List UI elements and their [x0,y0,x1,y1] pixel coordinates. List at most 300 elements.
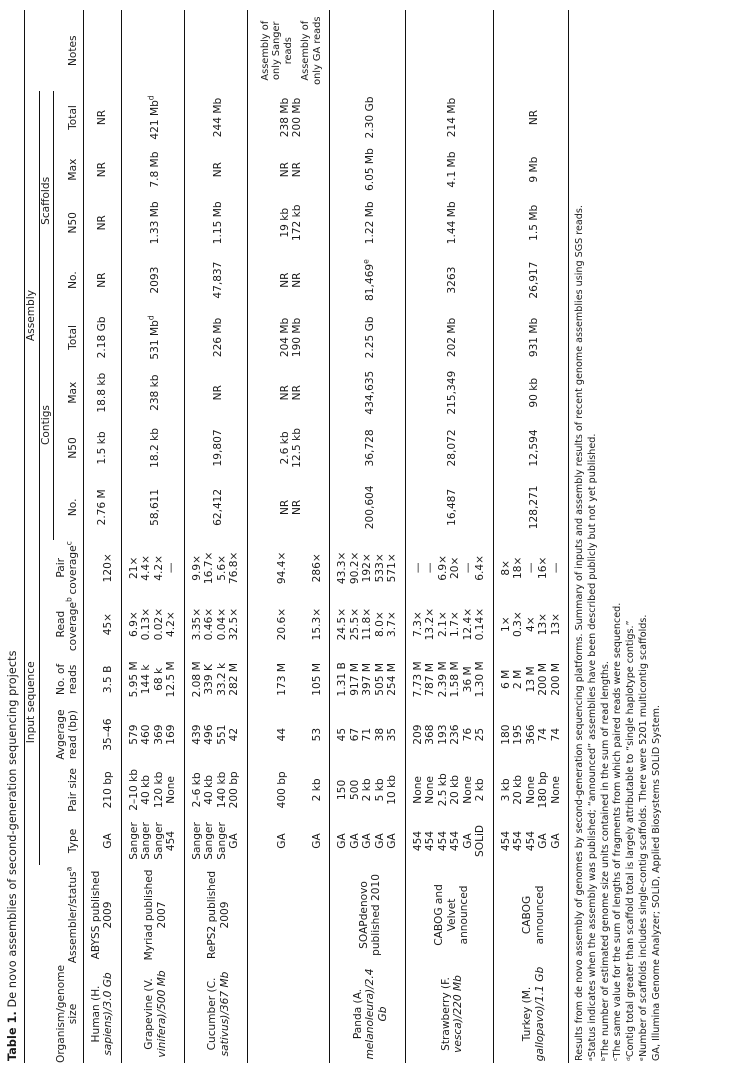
table-row [405,10,424,1063]
cell-pair-coverage: 94.4× [276,551,289,585]
cell-avg-read: 169 [165,724,177,745]
cell-no-reads: 1.31 B [336,662,349,697]
cell-read-coverage: 13× [549,612,562,636]
cell-organism-line: Human (H. [89,985,102,1043]
cell-pair-size: 180 bp [537,771,550,809]
cell-avg-read: 45 [336,727,349,742]
cell-pair-size: 2–6 kb [190,772,203,808]
table-body [83,10,569,1063]
cell-contig-total: 2.25 Gb [364,316,377,359]
cell-avg-read: 366 [524,724,537,745]
cell-read-coverage: 45× [102,612,114,636]
cell-assembler [330,865,405,965]
cell-notes [493,10,569,91]
cell-read-coverage: 4× [524,616,537,632]
cell-assembler [247,865,329,965]
cell-pair-coverage: — [549,562,562,574]
col-organism: Organism/genome size [54,964,79,1063]
cell-pair-size: 2–10 kb [127,769,140,811]
cell-organism-line: vesca)/220 Mb [452,975,465,1053]
cell-contig-no-line: NR [291,499,304,516]
cell-scaffold-no [247,250,329,310]
header-spacer-assembler [25,865,40,965]
cell-type: GA [276,833,289,849]
cell-no-reads: 2 M [512,669,525,689]
cell-avg-read: 74 [537,727,550,742]
cell-no-reads: 144 k [140,664,152,695]
cell-read-coverage: 0.46× [203,607,215,641]
cell-type: GA [373,833,386,849]
col-avg-read: Avgerage read (bp) [54,709,79,760]
cell-pair-coverage: 9.9× [190,554,203,581]
col-scaffold-total: Total [67,105,79,130]
cell-organism-line: Strawberry (F. [439,977,452,1051]
cell-pair-coverage: 120× [102,553,114,583]
cell-contig-no: 128,271 [527,485,540,530]
footnote-e: ᵉNumber of scaffolds includes single-contig scaffolds. There were 5201 multicontig scaffolds. [637,614,649,1061]
col-notes: Notes [67,35,79,67]
cell-scaffold-total-line: 238 Mb [278,97,291,138]
cell-type: Sanger [203,822,215,860]
table-footnotes [574,10,663,1063]
cell-scaffold-total: 421 Mb$^d$ [146,95,162,140]
cell-no-reads: 917 M [348,663,361,696]
cell-contig-total: 931 Mb [527,317,540,358]
cell-scaffold-no-line: NR [291,272,304,288]
cell-contig-max: 434,635 [364,370,377,415]
cell-pair-coverage: 192× [361,553,374,583]
cell-read-coverage: 6.9× [127,611,140,637]
cell-scaffold-total-sup: d [146,95,156,101]
cell-avg-read: 44 [276,727,289,742]
cell-pair-coverage: 286× [310,553,323,583]
cell-avg-read: 368 [424,724,437,745]
cell-pair-size: 10 kb [386,775,399,805]
cell-type: GA [336,833,349,849]
cell-pair-coverage: 8× [499,560,512,576]
cell-pair-size: 140 kb [215,771,228,809]
cell-avg-read: 74 [549,727,562,742]
cell-pair-coverage: — [424,562,437,574]
cell-read-coverage: 0.04× [215,607,228,641]
col-no-reads: No. of reads [54,663,79,695]
cell-read-coverage: 25.5× [348,607,361,641]
cell-contig-max: 90 kb [527,377,540,408]
cell-contig-total-sup: d [146,315,156,321]
cell-scaffold-no: NR [95,272,108,288]
cell-organism-line: melanoleura)/2.4 Gb [364,968,389,1060]
cell-scaffold-max: 6.05 Mb [364,148,377,192]
cell-no-reads: 2.39 M [436,661,449,698]
cell-read-coverage: 13.2× [424,607,437,641]
col-contig-no: No. [67,498,79,517]
cell-pair-coverage: 16× [537,556,550,579]
footnote-c: ᶜThe same value for the sum of lengths of fragments from which paired reads were sequenced. [612,602,624,1061]
cell-type: 454 [424,830,437,852]
cell-pair-size: None [524,776,537,804]
cell-notes [330,10,405,91]
col-assembler-label: Assembler/status [67,871,79,964]
col-assembler [54,865,84,965]
cell-pair-size: 20 kb [449,775,462,805]
cell-no-reads: 68 k [152,667,165,691]
cell-contig-no: 16,487 [445,488,458,526]
cell-no-reads: 33.2 k [215,662,228,696]
cell-organism [330,965,405,1063]
cell-scaffold-total [247,91,329,143]
cell-scaffold-total: 2.30 Gb [364,96,377,139]
cell-scaffold-n50 [247,196,329,250]
cell-organism [493,965,569,1063]
cell-type: 454 [524,830,537,852]
header-spacer-organism-2 [39,965,54,1063]
cell-read-coverage: 3.7× [386,611,399,637]
cell-assembler-line: SOAPdenovo [357,881,370,949]
cell-assembler-line: Myriad published [143,869,155,961]
cell-scaffold-max-line: NR [278,161,291,178]
cell-no-reads: 3.5 B [102,665,114,694]
cell-contig-total [247,310,329,364]
cell-contig-max [247,365,329,421]
cell-type: Sanger [140,822,152,860]
cell-type: 454 [436,830,449,852]
footnote-b: ᵇThe number of estimated genome size units contained in the sum of read lengths. [599,661,611,1061]
cell-organism-line: sapiens)/3.0 Gb [102,972,114,1056]
cell-assembler-line: RePS2 published [206,870,218,960]
cell-organism-line: gallopavo)/1.1 Gb [533,966,546,1062]
cell-contig-n50: 19,807 [212,429,225,467]
cell-scaffold-max: 4.1 Mb [445,151,458,188]
cell-contig-no: 200,604 [364,485,377,530]
cell-type: GA [361,833,374,849]
col-read-coverage [54,596,84,652]
cell-no-reads: 12.5 M [165,661,177,698]
cell-assembler-line: Velvet [445,898,458,932]
cell-scaffold-n50: 1.5 Mb [527,204,540,241]
cell-type: Sanger [215,822,228,860]
cell-pair-coverage: 6.9× [436,554,449,581]
cell-type: GA [549,833,562,849]
cell-type: 454 [411,830,424,852]
cell-scaffold-total: 244 Mb [212,97,225,138]
cell-notes [247,10,329,91]
cell-organism [121,965,184,1063]
cell-read-coverage: 8.0× [373,611,386,637]
cell-assembler [184,865,247,965]
cell-avg-read: 193 [436,724,449,745]
cell-pair-coverage: — [461,562,474,574]
cell-contig-total-line: 190 Mb [291,317,304,358]
cell-organism-line: Turkey (M. [521,986,534,1042]
cell-type: 454 [512,830,525,852]
cell-pair-size: 400 bp [276,771,289,809]
cell-pair-size: None [549,776,562,804]
cell-type: SOLiD [474,824,487,857]
cell-read-coverage: 2.1× [436,611,449,637]
table-caption-text: De novo assemblies of second-generation sequencing projects [6,650,19,1008]
cell-read-coverage: 12.4× [461,607,474,641]
cell-assembler-line: announced [458,885,471,945]
cell-contig-no-line: NR [278,499,291,516]
cell-pair-size: 150 [336,779,349,800]
cell-contig-no: 2.76 M [95,489,108,526]
cell-avg-read: 35–46 [102,718,114,751]
cell-organism [405,965,493,1063]
cell-no-reads: 282 M [228,663,240,696]
cell-pair-size: 2 kb [361,778,374,802]
footnote-d: ᵈContig total greater than scaffold total is largely attributable to “single haplotype contigs.” [625,620,637,1061]
cell-pair-size: None [165,776,177,804]
cell-pair-coverage: — [165,562,177,574]
cell-scaffold-no: 2093 [149,266,162,294]
cell-avg-read: 460 [140,724,152,745]
table-caption [6,10,20,1061]
cell-no-reads: 36 M [461,666,474,693]
cell-scaffold-no-line: NR [278,272,291,288]
cell-avg-read: 53 [310,727,323,742]
cell-pair-coverage: 16.7× [203,551,215,585]
cell-type: 454 [165,830,177,852]
cell-no-reads: 13 M [524,666,537,693]
cell-read-coverage: 1.7× [449,611,462,637]
cell-scaffold-n50: 1.22 Mb [364,201,377,245]
cell-scaffold-total: NR [95,109,108,126]
cell-read-coverage: 0.3× [512,611,525,637]
cell-scaffold-max: NR [95,161,108,178]
cell-read-coverage: 0.14× [474,607,487,641]
cell-scaffold-max-line: NR [291,161,304,178]
cell-assembler-line: 2009 [218,901,231,929]
cell-pair-size: None [411,776,424,804]
cell-no-reads: 105 M [310,663,323,696]
cell-no-reads: 6 M [499,669,512,689]
col-read-coverage-label: Read coverage [54,601,79,652]
header-group-scaffolds: Scaffolds [39,91,54,310]
cell-no-reads: 1.30 M [474,661,487,698]
cell-type: Sanger [190,822,203,860]
cell-pair-size: 20 kb [512,775,525,805]
cell-no-reads: 397 M [361,663,374,696]
table-row [247,10,289,1063]
cell-contig-total-line: 204 Mb [278,317,291,358]
footnote-abbreviations: GA, Illumina Genome Analyzer; SOLiD, Applied Biosystems SOLiD System. [650,705,662,1061]
cell-type: 454 [499,830,512,852]
cell-notes-entry: Assembly of only Sanger reads [259,20,294,81]
cell-pair-coverage: 4.4× [140,554,152,581]
cell-assembler-line: CABOG [521,895,534,935]
header-row-groups-1 [25,10,40,1063]
col-scaffold-no: No. [67,271,79,289]
cell-scaffold-total-line: 200 Mb [291,97,304,138]
footnote-a: ᵃStatus indicates when the assembly was published; “announced” assemblies have been described publicly but not yet published. [586,433,598,1061]
cell-type: GA [537,833,550,849]
cell-contig-n50-line: 2.6 kb [278,431,291,465]
cell-avg-read: 369 [152,724,165,745]
cell-avg-read: 236 [449,724,462,745]
cell-pair-coverage: 43.3× [336,551,349,585]
cell-pair-size: 5 kb [373,778,386,802]
cell-avg-read: 67 [348,727,361,742]
cell-organism-line: vinifera)/500 Mb [155,970,168,1058]
cell-read-coverage: 15.3× [310,607,323,641]
cell-avg-read: 35 [386,727,399,742]
cell-contig-max: 238 kb [149,374,162,411]
cell-contig-total: 226 Mb [212,317,225,358]
cell-notes [184,10,247,91]
cell-contig-no: 58,611 [149,488,162,526]
cell-avg-read: 195 [512,724,525,745]
cell-scaffold-n50: 1.15 Mb [212,201,225,245]
cell-contig-no [247,475,329,540]
cell-organism-line: Panda (A. [351,988,364,1040]
cell-pair-coverage: 533× [373,553,386,583]
cell-pair-coverage: 21× [127,556,140,579]
cell-organism-line: Grapevine (V. [143,978,155,1050]
cell-assembler-line: 2009 [102,901,114,929]
cell-pair-coverage: 4.2× [152,554,165,581]
cell-assembler-line: announced [533,885,546,945]
cell-pair-coverage: 18× [512,556,525,579]
table-caption-label: Table 1. [6,1011,19,1061]
col-pair-size: Pair size [67,768,79,812]
col-contig-n50: N50 [67,437,79,459]
cell-type: GA [348,833,361,849]
cell-pair-size: 200 bp [228,771,240,809]
assemblies-table [24,10,569,1063]
header-group-contigs: Contigs [39,310,54,539]
cell-read-coverage: 0.13× [140,607,152,641]
cell-scaffold-max [247,144,329,196]
cell-organism-line: sativus)/367 Mb [218,971,231,1057]
cell-avg-read: 38 [373,727,386,742]
header-spacer-input-2 [39,540,54,865]
cell-organism [247,965,329,1063]
cell-type: Sanger [152,822,165,860]
table-row [121,10,140,1063]
cell-pair-size: 3 kb [499,778,512,802]
header-spacer-notes [25,10,40,91]
cell-pair-coverage: — [524,562,537,574]
footnote-intro: Results from de novo assembly of genomes by second-generation sequencing platforms. Summary of inputs and assembly results of recent genome assemblies using SGS reads. [574,205,586,1061]
col-contig-max: Max [67,381,79,404]
cell-pair-coverage: 90.2× [348,551,361,585]
cell-pair-size: 120 kb [152,771,165,809]
col-pair-coverage-sup: c [64,541,74,546]
cell-notes [83,10,121,91]
cell-notes [405,10,493,91]
cell-avg-read: 496 [203,724,215,745]
cell-contig-max-line: NR [291,385,304,401]
cell-contig-n50: 1.5 kb [95,431,108,465]
col-type: Type [67,828,79,854]
header-row-groups-2 [39,10,54,1063]
header-group-input-sequence: Input sequence [25,540,40,865]
cell-contig-total: 531 Mb$^d$ [146,315,162,360]
cell-contig-n50-line: 12.5 kb [291,428,304,468]
cell-avg-read: 71 [361,727,374,742]
col-scaffold-max: Max [67,158,79,181]
cell-contig-n50 [247,421,329,475]
cell-no-reads: 339 K [203,664,215,695]
cell-scaffold-n50-line: 172 kb [291,204,304,241]
cell-notes [121,10,184,91]
cell-pair-size: 2 kb [310,778,323,802]
cell-assembler-line: CABOG and [433,884,446,946]
cell-assembler [121,865,184,965]
col-scaffold-n50: N50 [67,212,79,234]
cell-scaffold-no-sup: e [361,259,371,264]
cell-pair-coverage: 76.8× [228,551,240,585]
header-spacer-notes-2 [39,10,54,91]
table-head [25,10,84,1063]
cell-no-reads: 173 M [276,663,289,696]
cell-pair-coverage: 571× [386,553,399,583]
cell-no-reads: 7.73 M [411,661,424,698]
cell-type: 454 [449,830,462,852]
cell-contig-max: 215,349 [445,370,458,415]
cell-no-reads: 505 M [373,663,386,696]
cell-pair-size: 40 kb [203,775,215,805]
cell-avg-read: 180 [499,724,512,745]
cell-scaffold-n50: 1.33 Mb [149,201,162,245]
table-row [330,10,349,1063]
header-row-columns [54,10,84,1063]
col-pair-coverage [54,540,84,596]
col-contig-total: Total [67,325,79,350]
cell-contig-max-line: NR [278,385,291,401]
cell-no-reads: 5.95 M [127,661,140,698]
cell-no-reads: 2.08 M [190,661,203,698]
cell-type: GA [386,833,399,849]
cell-contig-n50: 12,594 [527,429,540,467]
cell-read-coverage: 11.8× [361,607,374,641]
cell-read-coverage: 32.5× [228,607,240,641]
cell-scaffold-max: 7.8 Mb [149,151,162,188]
cell-scaffold-max: NR [212,161,225,178]
cell-scaffold-no: 81,469e [361,259,377,301]
cell-type: GA [461,833,474,849]
col-read-coverage-sup: b [64,597,74,602]
cell-contig-n50: 36,728 [364,429,377,467]
cell-contig-total: 2.18 Gb [95,316,108,359]
cell-notes-entry: Assembly of only GA reads [300,16,323,85]
cell-scaffold-total: 214 Mb [445,97,458,138]
cell-pair-size: None [461,776,474,804]
cell-avg-read: 439 [190,724,203,745]
cell-assembler-line: published 2010 [370,874,383,956]
cell-type: GA [310,833,323,849]
cell-avg-read: 209 [411,724,424,745]
cell-contig-max: 18.8 kb [95,372,108,413]
cell-read-coverage: 3.35× [190,607,203,641]
cell-scaffold-no: 47,837 [212,261,225,299]
cell-contig-n50: 28,072 [445,429,458,467]
cell-contig-max: NR [212,385,225,401]
col-pair-coverage-label: Pair coverage [54,545,79,595]
cell-organism [184,965,247,1063]
cell-pair-coverage: 20× [449,556,462,579]
cell-avg-read: 42 [228,727,240,742]
cell-read-coverage: 13× [537,612,550,636]
cell-read-coverage: 20.6× [276,607,289,641]
header-group-assembly: Assembly [25,91,40,539]
table-row [184,10,203,1063]
cell-assembler-line: ABYSS published [89,870,102,960]
cell-scaffold-n50-line: 19 kb [278,207,291,238]
cell-avg-read: 579 [127,724,140,745]
cell-pair-size: None [424,776,437,804]
cell-scaffold-no: 3263 [445,266,458,294]
